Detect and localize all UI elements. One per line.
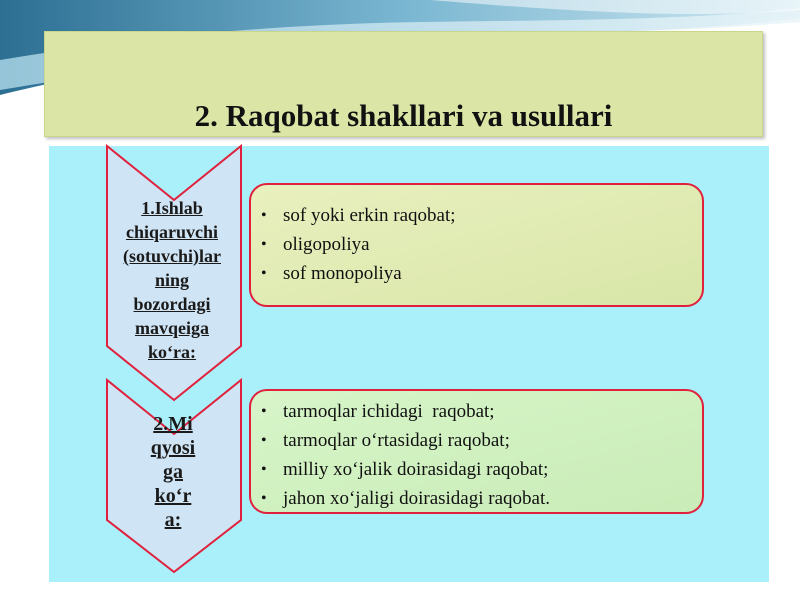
category-1-label-line: ko‘ra: <box>148 342 196 362</box>
category-1-label-line: ning <box>154 270 190 290</box>
bullet-icon: • <box>261 265 267 282</box>
list-item-text: jahon xo‘jaligi doirasidagi raqobat. <box>283 488 550 509</box>
list-item <box>259 397 550 426</box>
list-item-text: milliy xo‘jalik doirasidagi raqobat; <box>283 459 549 480</box>
list-item-text: sof monopoliya <box>283 263 402 284</box>
list-item-text: sof yoki erkin raqobat; <box>283 205 456 226</box>
category-1-label-line: bozordagi <box>133 294 211 314</box>
list-item <box>259 259 456 288</box>
bullet-icon: • <box>261 461 267 478</box>
category-1-label-line: mavqeiga <box>135 318 209 338</box>
list-item <box>259 426 550 455</box>
list-item-text: tarmoqlar ichidagi raqobat; <box>283 401 495 422</box>
category-2-label-line: qyosi <box>150 437 196 459</box>
category-2-label-line: ga <box>163 461 183 483</box>
category-1-label <box>108 196 236 364</box>
list-item <box>259 484 550 513</box>
category-1-list <box>259 201 456 288</box>
category-2-list <box>259 397 550 513</box>
bullet-icon: • <box>261 403 267 420</box>
bullet-icon: • <box>261 490 267 507</box>
category-1-label-line: (sotuvchi)lar <box>123 246 221 266</box>
list-item <box>259 201 456 230</box>
category-1-label-line: 1.Ishlab <box>141 198 203 218</box>
category-1-label-line: chiqaruvchi <box>125 222 218 242</box>
category-2-label-line: ko‘r <box>154 485 192 507</box>
list-item-text: oligopoliya <box>283 234 370 255</box>
category-2-label-line: 2.Mi <box>153 413 193 435</box>
list-item <box>259 455 550 484</box>
slide-title: 2. Raqobat shakllari va usullari <box>194 98 613 133</box>
bullet-icon: • <box>261 207 267 224</box>
category-1-list-box <box>249 183 704 307</box>
category-2-label <box>132 412 214 532</box>
list-item <box>259 230 456 259</box>
list-item-text: tarmoqlar o‘rtasidagi raqobat; <box>283 430 510 451</box>
bullet-icon: • <box>261 432 267 449</box>
category-2-list-box <box>249 389 704 514</box>
bullet-icon: • <box>261 236 267 253</box>
category-2-label-line: a: <box>164 509 182 531</box>
